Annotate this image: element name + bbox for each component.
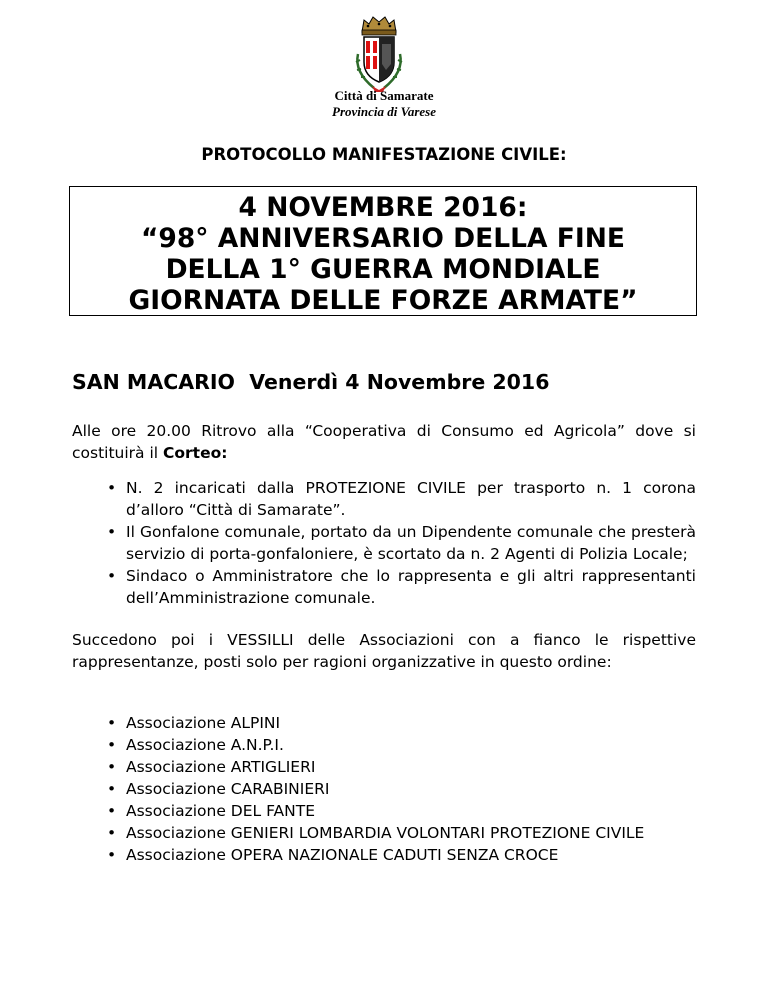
title-line-2: “98° ANNIVERSARIO DELLA FINE [141,223,625,254]
title-line-1: 4 NOVEMBRE 2016: [238,192,528,223]
city-coat-of-arms-icon [346,14,412,94]
list-item: • Associazione OPERA NAZIONALE CADUTI SENZA CROCE [72,844,696,866]
procession-list [72,477,696,609]
title-line-3: DELLA 1° GUERRA MONDIALE [165,254,601,285]
list-item: • Associazione A.N.P.I. [72,734,696,756]
list-item: • N. 2 incaricati dalla PROTEZIONE CIVILE per trasporto n. 1 corona d’alloro “Città di Samarate”. [72,477,696,521]
list-item: • Sindaco o Amministratore che lo rappresenta e gli altri rappresentanti dell’Amministrazione comunale. [72,565,696,609]
list-item: • Associazione ALPINI [72,712,696,734]
event-heading: SAN MACARIO Venerdì 4 Novembre 2016 [72,370,550,394]
list-item: • Associazione GENIERI LOMBARDIA VOLONTARI PROTEZIONE CIVILE [72,822,696,844]
list-item: • Associazione CARABINIERI [72,778,696,800]
associations-list [72,712,696,866]
title-line-4: GIORNATA DELLE FORZE ARMATE” [128,285,638,316]
list-item: • Associazione ARTIGLIERI [72,756,696,778]
associations-intro: Succedono poi i VESSILLI delle Associazioni con a fianco le rispettive rappresentanze, posti solo per ragioni organizzative in questo ordine: [72,631,696,671]
intro-paragraph [72,420,696,464]
intro-bold: Corteo: [163,444,228,462]
list-item: • Il Gonfalone comunale, portato da un Dipendente comunale che presterà servizio di porta-gonfaloniere, è scortato da n. 2 Agenti di Polizia Locale; [72,521,696,565]
protocol-title: PROTOCOLLO MANIFESTAZIONE CIVILE: [201,145,567,164]
intro-text: Alle ore 20.00 Ritrovo alla “Cooperativa di Consumo ed Agricola” dove si costituirà il [72,422,696,462]
province-name: Provincia di Varese [332,104,436,119]
city-name: Città di Samarate [334,88,434,103]
title-box [69,186,697,316]
list-item: • Associazione DEL FANTE [72,800,696,822]
